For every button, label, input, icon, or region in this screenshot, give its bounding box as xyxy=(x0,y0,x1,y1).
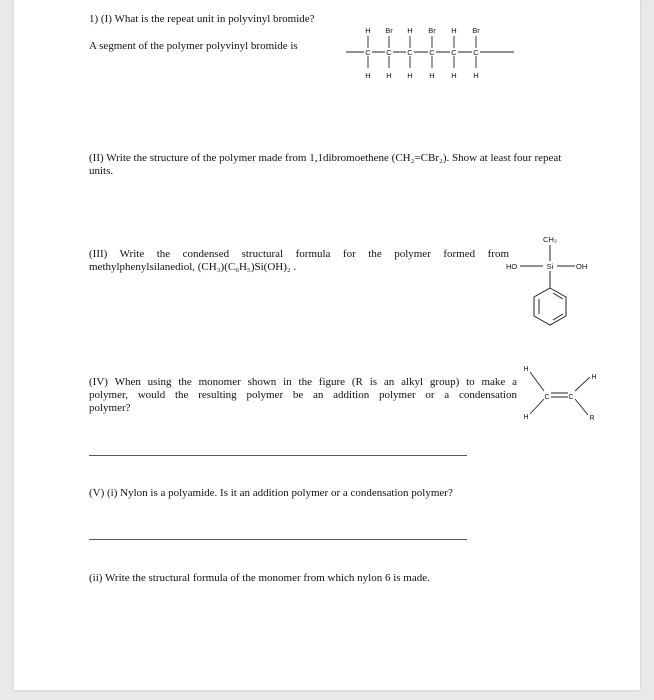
question-1-i-segment: A segment of the polymer polyvinyl bromide is xyxy=(89,40,298,52)
question-1-v-i: (V) (i) Nylon is a polyamide. Is it an addition polymer or a condensation polymer? xyxy=(89,487,453,499)
top-atom: H xyxy=(451,26,457,35)
question-1-ii-line1: (II) Write the structure of the polymer made from 1,1dibromoethene (CH₂=CBr₂). Show at least four repeat xyxy=(89,152,562,164)
top-atom: Br xyxy=(385,26,393,35)
answer-line-iv[interactable] xyxy=(89,455,467,456)
hydroxyl-left: HO xyxy=(506,262,518,271)
alkene-monomer-structure xyxy=(520,362,620,430)
top-atom: Br xyxy=(428,26,436,35)
bottom-atom: H xyxy=(429,71,435,80)
answer-line-v-i[interactable] xyxy=(89,539,467,540)
question-1-iv-line2: polymer, would the resulting polymer be an addition polymer or a condensation xyxy=(89,389,517,401)
carbon-left: C xyxy=(544,394,550,401)
question-1-iii-line1: (III) Write the condensed structural formula for the polymer formed from xyxy=(89,248,509,260)
carbon-atom: C xyxy=(365,48,371,57)
carbon-atom: C xyxy=(429,48,435,57)
question-1-iv-line1: (IV) When using the monomer shown in the figure (R is an alkyl group) to make a xyxy=(89,376,517,388)
methyl-group: CH₃ xyxy=(543,235,557,244)
bottom-atom: H xyxy=(386,71,392,80)
question-1-v-ii: (ii) Write the structural formula of the monomer from which nylon 6 is made. xyxy=(89,572,430,584)
worksheet-page xyxy=(14,0,640,690)
atom-bottom-right: R xyxy=(589,415,595,422)
polyvinyl-bromide-structure xyxy=(342,24,522,88)
question-1-ii-line2: units. xyxy=(89,165,114,177)
carbon-atom: C xyxy=(451,48,457,57)
carbon-atom: C xyxy=(473,48,479,57)
carbon-right: C xyxy=(568,394,574,401)
bottom-atom: H xyxy=(365,71,371,80)
top-atom: H xyxy=(365,26,371,35)
question-1-iv-line3: polymer? xyxy=(89,402,131,414)
question-1-iii-line2: methylphenylsilanediol, (CH₃)(C₆H₅)Si(OH)₂ . xyxy=(89,261,297,273)
top-atom: Br xyxy=(472,26,480,35)
bottom-atom: H xyxy=(451,71,457,80)
bottom-atom: H xyxy=(473,71,479,80)
atom-top-right: H xyxy=(591,374,597,381)
carbon-atom: C xyxy=(386,48,392,57)
atom-bottom-left: H xyxy=(523,414,529,421)
top-atom: H xyxy=(407,26,413,35)
carbon-atom: C xyxy=(407,48,413,57)
question-1-i: 1) (I) What is the repeat unit in polyvinyl bromide? xyxy=(89,13,315,25)
bottom-atom: H xyxy=(407,71,413,80)
silicon-atom: Si xyxy=(546,262,554,271)
atom-top-left: H xyxy=(523,366,529,373)
hydroxyl-right: OH xyxy=(576,262,588,271)
methylphenylsilanediol-structure xyxy=(504,232,604,342)
